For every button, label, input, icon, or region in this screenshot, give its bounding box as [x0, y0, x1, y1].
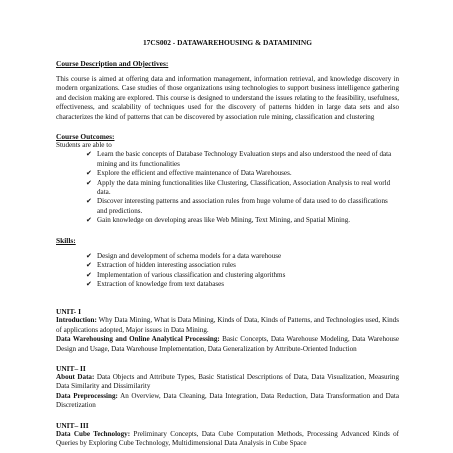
checkmark-icon: ✔ — [86, 169, 92, 178]
unit-3 — [56, 421, 399, 449]
course-outcomes-intro: Students are able to — [56, 141, 112, 150]
unit-heading: UNIT– II — [56, 363, 86, 373]
unit-paragraph: Introduction: Why Data Mining, What is Data Mining, Kinds of Data, Kinds of Patterns, and Technologies used, Kinds of applications adopted, Major issues in Data Mining. — [56, 316, 399, 334]
unit-paragraph: About Data: Data Objects and Attribute Types, Basic Statistical Descriptions of Data, Data Visualization, Measuring Data Similarity and Dissimilarity — [56, 372, 399, 391]
list-item: ✔ Gain knowledge on developing areas like Web Mining, Text Mining, and Spatial Mining. — [86, 216, 351, 225]
checkmark-icon: ✔ — [86, 178, 92, 187]
course-description-heading: Course Description and Objectives: — [56, 59, 169, 68]
list-item: ✔ Discover interesting patterns and association rules from huge volume of data used to do classifications and predictions. — [86, 197, 388, 215]
unit-2 — [56, 364, 399, 411]
unit-paragraph: Data Warehousing and Online Analytical Processing: Basic Concepts, Data Warehouse Modeling, Data Warehouse Design and Usage, Data Warehouse Implementation, Data Generalization by Attribute-Oriented Induction — [56, 335, 399, 353]
checkmark-icon: ✔ — [86, 270, 92, 279]
skills-list — [56, 252, 399, 290]
unit-paragraph: Data Cube Technology: Preliminary Concepts, Data Cube Computation Methods, Processing Advanced Kinds of Queries by Exploring Cube Technology, Multidimensional Data Analysis in Cube Space — [56, 429, 399, 447]
unit-paragraph: Data Preprocessing: An Overview, Data Cleaning, Data Integration, Data Reduction, Data Transformation and Data Discretization — [56, 391, 399, 410]
unit-heading: UNIT– III — [56, 420, 89, 430]
unit-heading: UNIT- I — [56, 307, 81, 317]
checkmark-icon: ✔ — [86, 261, 92, 270]
list-item: ✔ Learn the basic concepts of Database Technology Evaluation steps and also understood the need of data mining and its functionalities — [86, 150, 392, 168]
unit-1 — [56, 307, 399, 354]
list-item: ✔ Extraction of hidden interesting association rules — [86, 261, 236, 270]
course-outcomes-heading: Course Outcomes: — [56, 132, 115, 142]
list-item: ✔ Explore the efficient and effective maintenance of Data Warehouses. — [86, 169, 292, 178]
checkmark-icon: ✔ — [86, 251, 92, 260]
list-item: ✔ Apply the data mining functionalities like Clustering, Classification, Association Analysis to real world data. — [86, 178, 391, 197]
skills-heading: Skills: — [56, 235, 76, 245]
checkmark-icon: ✔ — [86, 197, 92, 206]
checkmark-icon: ✔ — [86, 216, 92, 225]
checkmark-icon: ✔ — [86, 279, 92, 288]
list-item: ✔ Extraction of knowledge from text databases — [86, 279, 225, 288]
list-item: ✔ Design and development of schema models for a data warehouse — [86, 251, 282, 260]
course-outcomes-list — [56, 150, 399, 225]
list-item: ✔ Implementation of various classification and clustering algorithms — [86, 270, 286, 279]
course-description-text: This course is aimed at offering data and information management, information retrieval, and knowledge discovery in modern organizations. Case studies of those organizations using technologies to support business intelligence gathering and decision making are explored. This course is designed to understand the issues relating to the feasibility, usefulness, effectiveness, and scalability of techniques used for the discovery of patterns hidden in large data sets and also characterizes the kind of patterns that can be discovered by association rule mining, classification and clustering — [56, 75, 399, 121]
document-title: 17CS002 - DATAWAREHOUSING & DATAMINING — [142, 38, 313, 47]
checkmark-icon: ✔ — [86, 150, 92, 159]
